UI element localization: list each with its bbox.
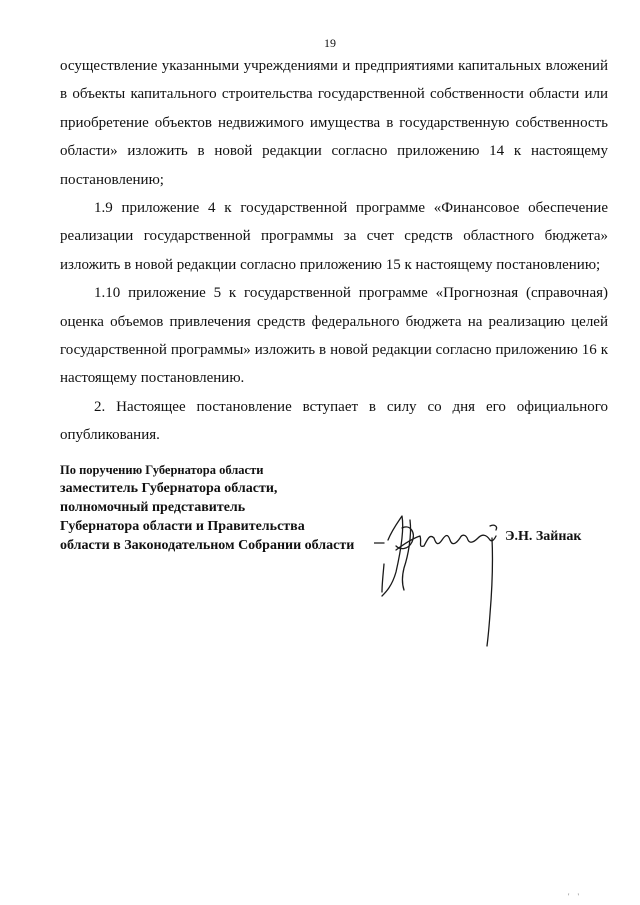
paragraph-2-effective-date: 2. Настоящее постановление вступает в силу со дня его официального опубликования. (60, 398, 608, 444)
paragraph-1-10: 1.10 приложение 5 к государственной программе «Прогнозная (справочная) оценка объемов привлечения средств федерального бюджета на реализацию целей государственной программы» изложить в новой редакции согласно приложению 16 к настоящему постановлению. (60, 285, 608, 387)
paragraph-continuation: осуществление указанными учреждениями и предприятиями капитальных вложений в объекты капитального строительства государственной собственности области или приобретение объектов недвижимого имущества в государственную собственность области» изложить в новой редакции согласно приложению 14 к настоящему постановлению; (60, 58, 608, 188)
signer-name: Э.Н. Зайнак (505, 529, 582, 544)
signature-block (60, 461, 354, 555)
document-body (60, 52, 608, 450)
scan-artifact-marks: ' ' (568, 892, 582, 901)
paragraph-1-9: 1.9 приложение 4 к государственной программе «Финансовое обеспечение реализации государственной программы за счет средств областного бюджета» изложить в новой редакции согласно приложению 15 к настоящему постановлению; (60, 200, 608, 273)
signature-lead-line: По поручению Губернатора области (60, 463, 264, 477)
signature-title-line-4: области в Законодательном Собрании области (60, 538, 355, 553)
handwritten-signature (374, 510, 504, 650)
page-number: 19 (324, 36, 336, 50)
signature-title-line-2: полномочный представитель (60, 500, 246, 515)
signature-title-line-1: заместитель Губернатора области, (60, 481, 278, 496)
signature-title-line-3: Губернатора области и Правительства (60, 519, 305, 534)
